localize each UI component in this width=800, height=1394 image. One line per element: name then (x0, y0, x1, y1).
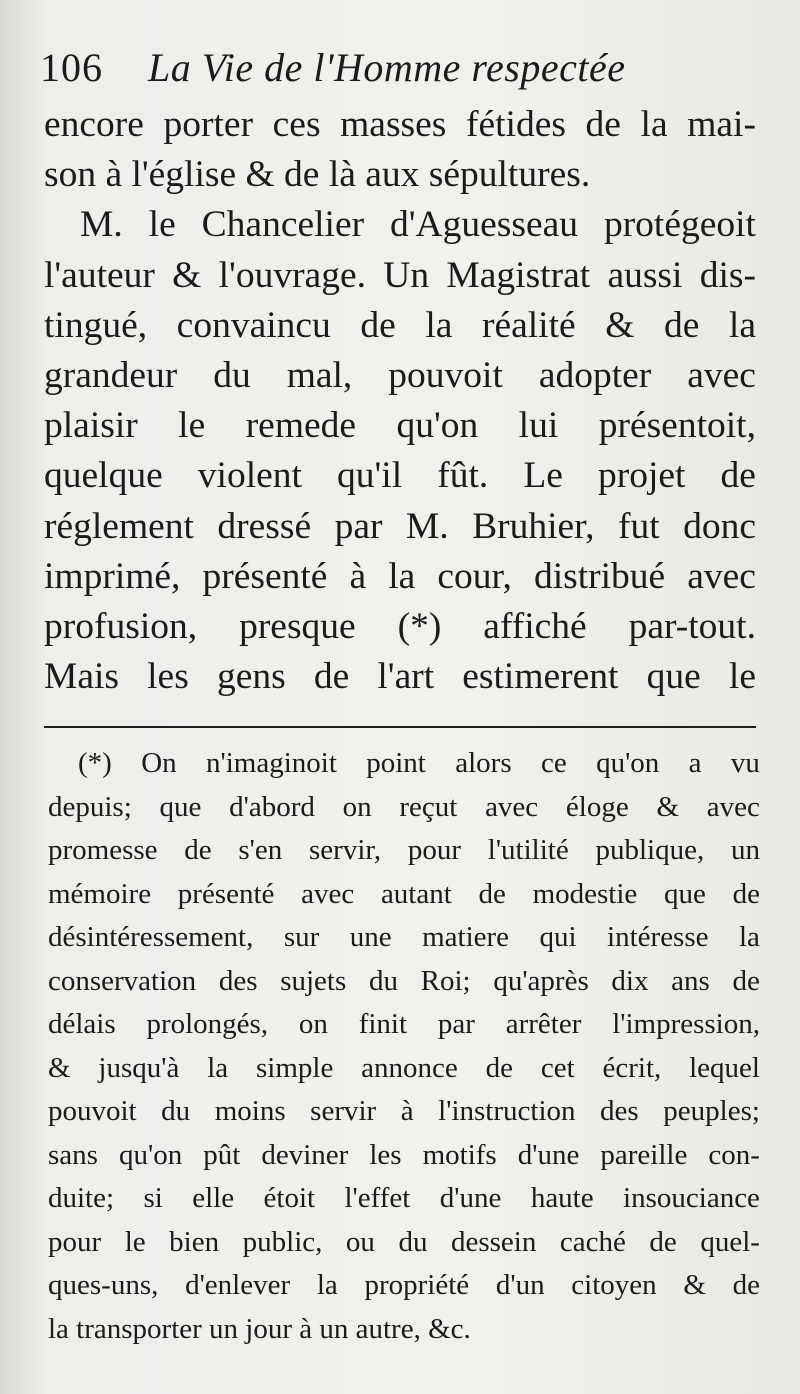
text-line: M. le Chancelier d'Aguesseau protégeoit (80, 204, 756, 246)
text-line: plaisir le remede qu'on lui présentoit, (44, 405, 756, 447)
footnote-line: duite; si elle étoit l'effet d'une haute insouciance (48, 1182, 760, 1214)
footnote-line: conservation des sujets du Roi; qu'après dix ans de (48, 964, 760, 997)
footnote-line: & jusqu'à la simple annonce de cet écrit, lequel (48, 1051, 760, 1084)
text-line: Mais les gens de l'art estimerent que le (44, 656, 756, 698)
footnote-line: mémoire présenté avec autant de modestie que de (48, 877, 760, 910)
text-line: encore porter ces masses fétides de la mai- (44, 104, 756, 145)
text-line: quelque violent qu'il fût. Le projet de (44, 455, 756, 497)
text-line: tingué, convaincu de la réalité & de la (44, 304, 756, 346)
page-number: 106 (40, 45, 103, 90)
running-title: La Vie de l'Homme respectée (148, 45, 626, 90)
footnote-line: sans qu'on pût deviner les motifs d'une pareille con- (48, 1138, 760, 1171)
footnote-rule (44, 726, 756, 728)
footnote-line: délais prolongés, on finit par arrêter l'impression, (48, 1008, 760, 1040)
footnote-line: promesse de s'en servir, pour l'utilité publique, un (48, 834, 760, 866)
text-line: l'auteur & l'ouvrage. Un Magistrat aussi dis- (44, 254, 756, 296)
footnote-line: pour le bien public, ou du dessein caché de quel- (48, 1225, 760, 1258)
footnote-line: pouvoit du moins servir à l'instruction des peuples; (48, 1095, 760, 1127)
footnote-line: (*) On n'imaginoit point alors ce qu'on a vu (78, 747, 760, 779)
text-line: imprimé, présenté à la cour, distribué avec (44, 555, 756, 597)
text-line: grandeur du mal, pouvoit adopter avec (44, 354, 756, 396)
running-head (40, 40, 760, 96)
text-line: réglement dressé par M. Bruhier, fut donc (44, 505, 756, 547)
main-text (44, 100, 756, 702)
footnote-line: la transporter un jour à un autre, &c. (48, 1312, 471, 1345)
text-line: profusion, presque (*) affiché par-tout. (44, 605, 756, 647)
footnote-line: désintéressement, sur une matiere qui intéresse la (48, 921, 760, 953)
footnote (48, 742, 760, 1351)
footnote-line: depuis; que d'abord on reçut avec éloge & avec (48, 790, 760, 823)
text-line: son à l'église & de là aux sépultures. (44, 154, 591, 196)
footnote-line: ques-uns, d'enlever la propriété d'un citoyen & de (48, 1269, 760, 1301)
